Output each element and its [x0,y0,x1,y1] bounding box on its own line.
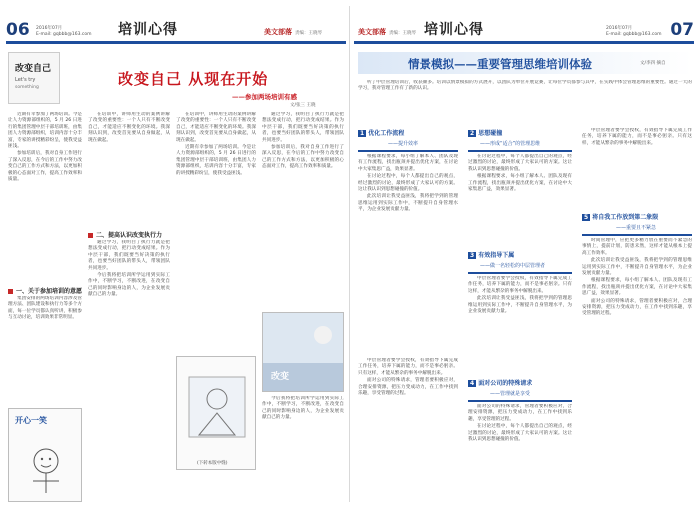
paragraph: 参加培训后，我对自身工作进行了深入反思，在今后的工作中努力改变自己的工作方式和方法，以更加积极的心态面对工作，提高工作效率和质量。 [8,151,82,183]
article-column-1 [8,112,82,282]
square-bullet-icon [8,289,13,294]
section-heading-5 [582,212,658,221]
subhead-text: 二、提高认识改变执行力 [96,232,163,239]
right-page-header [354,4,694,44]
photo-caption: 改变 [271,372,290,382]
paragraph: 在培训中，讲师用生动的案例讲解了改变的重要性：一个人只有不断改变自己，才能适应不断变化的环境。我深刻认识到，改变首先要从自身做起，从现在做起。 [88,112,170,143]
paragraph: 面对公司的特殊请求，管理者要积极应对，合理安排资源，把压力变成动力，在工作中找到乐趣，享受管理的过程。 [468,404,572,422]
header-rule [354,41,694,44]
header-rule [6,41,346,44]
header-meta [606,26,661,38]
paragraph: 面对公司的特殊请求，管理者要积极应对，合理安排资源，把压力变成动力，在工作中找到乐趣，享受管理的过程。 [358,378,458,397]
cartoon-illustration [8,408,82,502]
paragraph: 中层管理者要学会授权，有效指导下属完成工作任务，培养下属的能力，而不是事必躬亲。只有这样，才能从繁杂的事务中解脱出来。 [582,128,692,146]
section-title-text: 思想碰撞 [478,130,503,137]
subhead-text: 一、关于参加培训的意愿 [16,288,83,295]
section-subtitle-1: ——提升效率 [388,141,419,147]
section-number: 4 [470,380,475,387]
right-column-3b [582,238,692,502]
paragraph: 根据课程要求，每小组了解本人、团队及现有工作流程，找出瓶颈并提出优化方案，在讨论中大家集思广益，效果显著。 [582,278,692,297]
section-number: 3 [470,252,475,259]
article-column-2 [88,112,170,226]
section-subtitle-4: ——管理就是享受 [490,391,531,397]
byline: 文/张三 王晓 [290,103,316,108]
brand-editor: 责编：王晓琴 [389,31,416,36]
brand-logo [264,27,322,37]
paragraph: 通过学习，我明白了执行力就是把想法变成行动，把行动变成结果。作为中层干部，我们既要当好决策的执行者，也要当好团队的带头人，带领团队共同进步。 [88,240,170,271]
photo-illustration [262,312,344,392]
paragraph: 近期有幸参加了两场培训。今是让人力资源部组织的，5 月 26 日进行的集团管理中层干部培训班，由集团人力资源部组织，培训内容十分丰富，专家的讲授精彩纷呈，使我受益匪浅。 [8,112,82,150]
section-rule [358,150,458,152]
paragraph: 时间管理中，应把更多精力放在重要而不紧急的事情上，提前计划，防患未然，这样才能从根本上提高工作效率。 [582,238,692,256]
paragraph: 今后我将把培训所学运用到实际工作中，不断学习，不断改进，在改变自己的同时影响身边的人，为企业发展贡献自己的力量。 [88,273,170,298]
paragraph: 此次培训让我受益匪浅，我将把学到的管理思维运用到实际工作中，不断提升自身管理水平，为企业发展贡献力量。 [468,296,572,315]
email: E-mail: gqbbb@163.com [36,32,92,37]
section-number: 5 [584,214,589,221]
page-number: 07 [670,20,694,40]
section-title-text: 将自我工作放到第二象限 [592,214,659,221]
paragraph: 在讨论过程中，每个人都提出自己的观点，经过激烈的讨论，最终形成了大家认可的方案。这让我认识到思想碰撞的价值。 [468,424,572,443]
intro-paragraph [358,80,692,120]
headline-badge [8,52,60,104]
paragraph: 参加培训后，我对自身工作进行了深入反思，在今后的工作中努力改变自己的工作方式和方法，以更加积极的心态面对工作，提高工作效率和质量。 [262,145,344,170]
subhead-1 [8,286,82,295]
right-column-1 [358,154,458,354]
issue-date: 2016年07月 [36,26,63,31]
right-column-2b [468,276,572,374]
paragraph: 此次培训让我受益匪浅，我将把学到的管理思维运用到实际工作中，不断提升自身管理水平，为企业发展贡献力量。 [582,258,692,277]
subhead-2 [88,230,162,239]
left-page-header [6,4,346,44]
brand-name: 美文部落 [358,27,386,36]
sketch-figure-icon [177,357,256,457]
right-column-2 [468,154,572,246]
article-column-1b [8,296,82,406]
article-column-4 [262,112,344,308]
paragraph: 集团安排的两场培训内容涉及管理方法、团队建设和执行力等多个方面，每一位学员都认真听讲，积极参与互动讨论，培训效果非常明显。 [8,296,82,321]
page-number: 06 [6,20,30,40]
article-column-2b [88,240,170,502]
paragraph: 在培训中，讲师用生动的案例讲解了改变的重要性：一个人只有不断改变自己，才能适应不断变化的环境。我深刻认识到，改变首先要从自身做起，从现在做起。 [176,112,256,143]
section-title-text: 有效指导下属 [478,252,515,259]
paragraph: 近期有幸参加了两场培训。今是让人力资源部组织的，5 月 26 日进行的集团管理中层干部培训班，由集团人力资源部组织，培训内容十分丰富，专家的讲授精彩纷呈，使我受益匪浅。 [176,145,256,176]
paragraph: 根据课程要求，每小组了解本人、团队及现有工作流程，找出瓶颈并提出优化方案，在讨论中大家集思广益，效果显著。 [468,174,572,193]
badge-title: 改变自己 [15,64,52,74]
badge-line-2: something [15,85,39,90]
article-column-4b [262,396,344,502]
paragraph: 通过学习，我明白了执行力就是把想法变成行动，把行动变成结果。作为中层干部，我们既要当好决策的执行者，也要当好团队的带头人，带领团队共同进步。 [262,112,344,143]
section-title: 培训心得 [424,22,484,38]
paragraph: 今后我将把培训所学运用到实际工作中，不断学习，不断改进，在改变自己的同时影响身边的人，为企业发展贡献自己的力量。 [262,396,344,421]
section-heading-3 [468,250,514,259]
paragraph: 中层管理者要学会授权，有效指导下属完成工作任务，培养下属的能力，而不是事必躬亲。只有这样，才能从繁杂的事务中解脱出来。 [358,358,458,376]
paragraph: 在讨论过程中，每个人都提出自己的观点，经过激烈的讨论，最终形成了大家认可的方案。这让我认识到思想碰撞的价值。 [358,174,458,193]
right-column-1b [358,358,458,502]
section-heading-1 [358,128,404,137]
byline: 文/李四 摘自 [640,61,666,66]
section-heading-4 [468,378,532,387]
sketch-caption: (下转本版中缝) [197,461,228,466]
badge-line-1: Let's try [15,77,36,83]
brand-name: 美文部落 [264,27,292,36]
article-column-3 [176,112,256,352]
section-subtitle-3: ——做一名轻松的中层管理者 [480,263,546,269]
section-title: 培训心得 [118,22,178,38]
article-title: 情景模拟——重要管理思维培训体验 [408,57,592,71]
header-meta [36,26,91,38]
right-column-3 [582,128,692,208]
paragraph: 根据课程要求，每小组了解本人、团队及现有工作流程，找出瓶颈并提出优化方案，在讨论中大家集思广益，效果显著。 [358,154,458,172]
email: E-mail: gqbbb@163.com [606,32,662,37]
issue-date: 2016年07月 [606,26,633,31]
right-page [350,0,700,508]
main-headline: 改变自己 从现在开始 [118,70,269,88]
section-rule [468,150,572,152]
section-title-text: 面对公司的特殊请求 [478,380,533,387]
section-subtitle-5: ——重要且不紧急 [616,225,657,231]
section-title-text: 优化工作流程 [368,130,405,137]
intro-text: 听了中层管理培训后，收获颇多。培训以情景模拟的方式展开，以团队为单位开展竞赛，让每位学员都参与其中，在实践中体会管理思维的重要性。通过一天的学习，我对管理工作有了新的认识。 [358,80,692,92]
brand-logo [358,27,416,37]
section-number: 2 [470,130,475,137]
section-rule [468,400,572,402]
paragraph: 面对公司的特殊请求，管理者要积极应对，合理安排资源，把压力变成动力，在工作中找到乐趣，享受管理的过程。 [582,298,692,317]
paragraph: 此次培训让我受益匪浅，我将把学到的管理思维运用到实际工作中，不断提升自身管理水平，为企业发展贡献力量。 [358,194,458,213]
cartoon-caption: 开心一笑 [15,416,47,425]
section-subtitle-2: ——形成“适合”的管理思维 [480,141,541,147]
square-bullet-icon [88,233,93,238]
paragraph: 中层管理者要学会授权，有效指导下属完成工作任务，培养下属的能力，而不是事必躬亲。只有这样，才能从繁杂的事务中解脱出来。 [468,276,572,294]
section-number: 1 [360,130,365,137]
paragraph: 在讨论过程中，每个人都提出自己的观点，经过激烈的讨论，最终形成了大家认可的方案。这让我认识到思想碰撞的价值。 [468,154,572,172]
section-rule [468,272,572,274]
right-column-2c [468,404,572,502]
main-subheadline: ——参加两场培训有感 [232,93,297,101]
section-heading-2 [468,128,502,137]
sketch-illustration [176,356,256,470]
section-rule [582,234,692,236]
brand-editor: 责编：王晓琴 [295,31,322,36]
